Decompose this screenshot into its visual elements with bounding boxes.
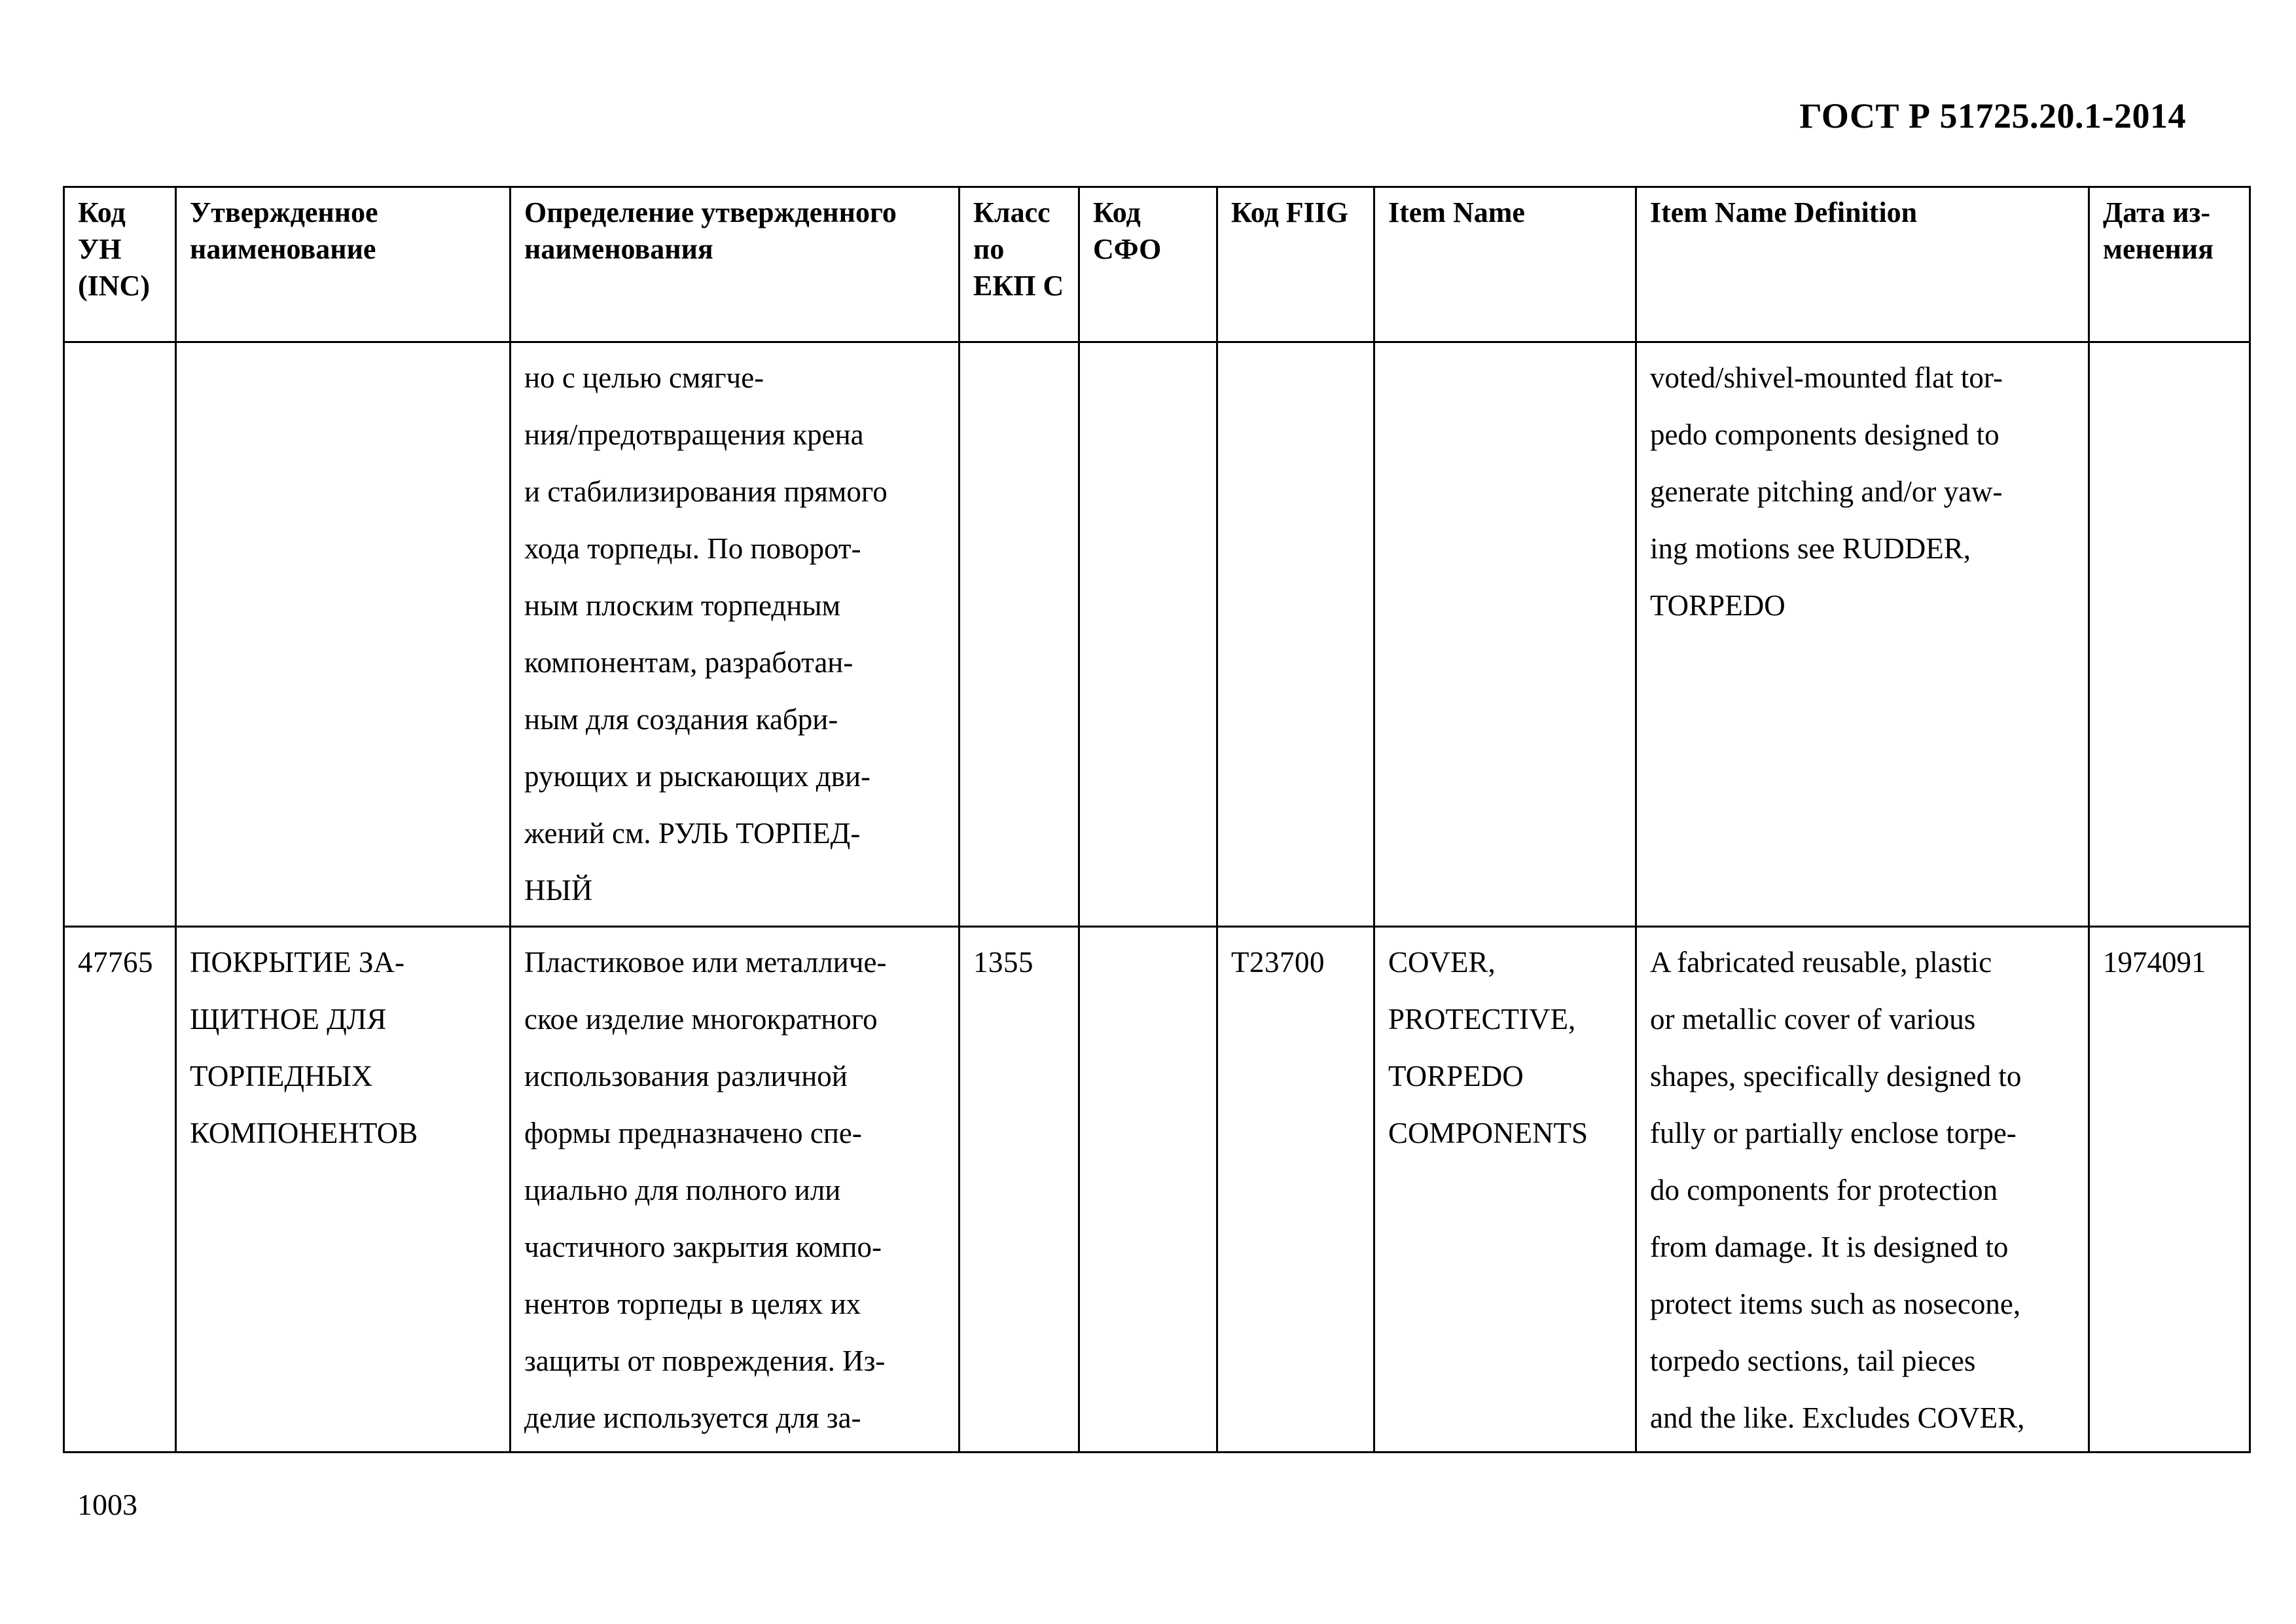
col-header-item-name: Item Name: [1374, 187, 1636, 342]
page-number: 1003: [77, 1488, 137, 1521]
cell-item-name-definition: voted/shivel-mounted flat tor- pedo components designed to generate pitching and/or yaw- ing motions see RUDDER, TORPEDO: [1636, 342, 2089, 927]
cell-name-ru: [176, 342, 511, 927]
cell-change-date: [2089, 342, 2250, 927]
cell-definition-ru: Пластиковое или металличе- ское изделие многократного использования различной формы предназначено спе- циально для полного или частичного закрытия компо- нентов торпеды в целях их защиты от повреждения. Из- делие используется для за-: [511, 927, 960, 1453]
col-header-sfo-code: Код СФО: [1079, 187, 1217, 342]
col-header-fiig-code: Код FIIG: [1217, 187, 1374, 342]
cell-sfo-code: [1079, 342, 1217, 927]
cell-ekps-class: [960, 342, 1079, 927]
cell-change-date: 1974091: [2089, 927, 2250, 1453]
col-header-name-ru: Утвержденное наименование: [176, 187, 511, 342]
col-header-ekps-class: Класс по ЕКП С: [960, 187, 1079, 342]
table-row: [64, 342, 2250, 927]
table-row: [64, 927, 2250, 1453]
cell-sfo-code: [1079, 927, 1217, 1453]
col-header-item-name-definition: Item Name Definition: [1636, 187, 2089, 342]
cell-inc: 47765: [64, 927, 176, 1453]
cell-fiig-code: [1217, 342, 1374, 927]
document-header: ГОСТ Р 51725.20.1-2014: [1799, 96, 2186, 135]
cell-item-name: COVER, PROTECTIVE, TORPEDO COMPONENTS: [1374, 927, 1636, 1453]
col-header-change-date: Дата из- менения: [2089, 187, 2250, 342]
cell-name-ru: ПОКРЫТИЕ ЗА- ЩИТНОЕ ДЛЯ ТОРПЕДНЫХ КОМПОНЕНТОВ: [176, 927, 511, 1453]
table-header-row: [64, 187, 2250, 342]
cell-item-name: [1374, 342, 1636, 927]
cell-inc: [64, 342, 176, 927]
cell-item-name-definition: A fabricated reusable, plastic or metallic cover of various shapes, specifically designed to fully or partially enclose torpe- do components for protection from damage. It is designed to protect items such as nosecone, torpedo sections, tail pieces and the like. Excludes COVER,: [1636, 927, 2089, 1453]
registry-table: [63, 186, 2251, 1453]
col-header-inc: Код УН (INC): [64, 187, 176, 342]
cell-definition-ru: но с целью смягче- ния/предотвращения крена и стабилизирования прямого хода торпеды. По поворот- ным плоским торпедным компонентам, разработан- ным для создания кабри- рующих и рыскающих дви- жений см. РУЛЬ ТОРПЕД- НЫЙ: [511, 342, 960, 927]
col-header-definition-ru: Определение утвержденного наименования: [511, 187, 960, 342]
cell-ekps-class: 1355: [960, 927, 1079, 1453]
cell-fiig-code: T23700: [1217, 927, 1374, 1453]
